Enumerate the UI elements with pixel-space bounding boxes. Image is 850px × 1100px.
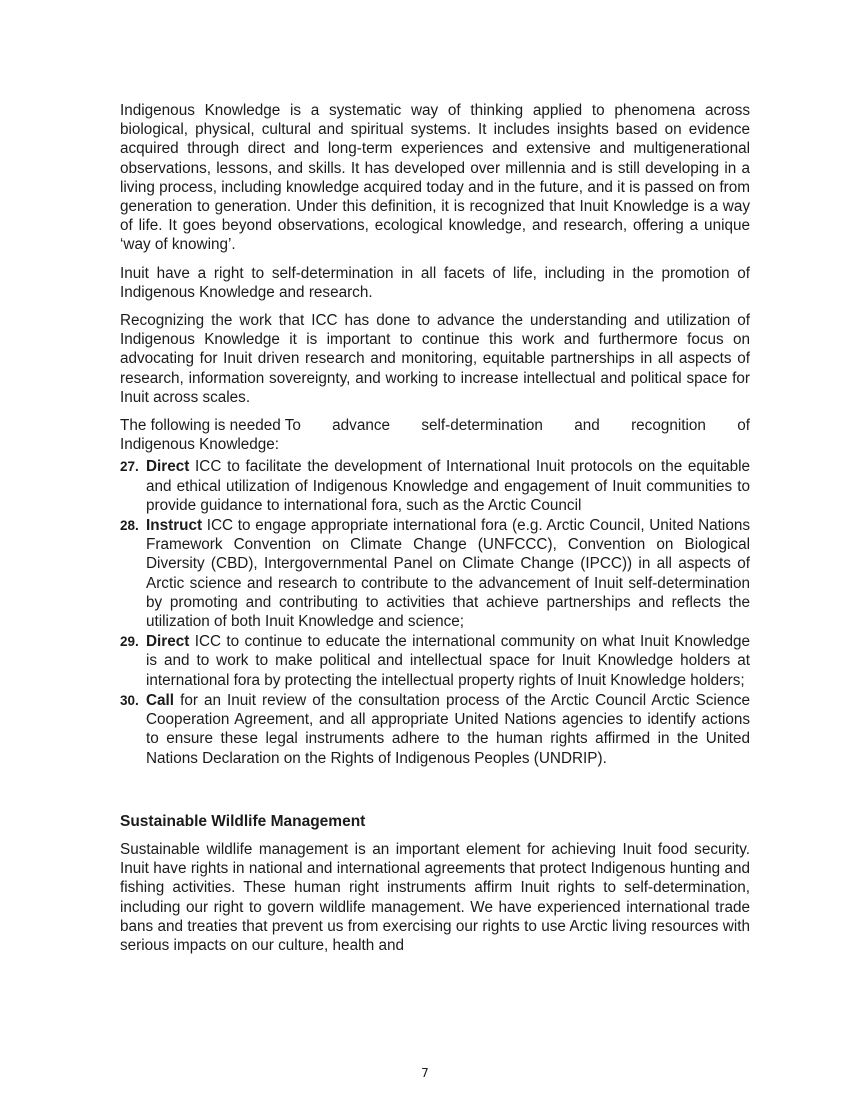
needed-word: of [737,417,750,435]
needed-word: and [574,417,600,435]
document-page [120,101,750,964]
needed-word: The following is needed To [120,417,301,435]
resolution-item [120,516,750,631]
resolutions-list [120,457,750,767]
needed-word: advance [332,417,391,435]
resolution-number: 28. [120,518,139,534]
paragraph-indigenous-knowledge-definition: Indigenous Knowledge is a systematic way of thinking applied to phenomena across biological, physical, cultural and spiritual systems. It includes insights based on evidence acquired through direct and long-term experiences and extensive and multigenerational observations, lessons, and skills. It has developed over millennia and is still developing in a living process, including knowledge acquired today and in the future, and it is passed on from generation to generation. Under this definition, it is recognized that Inuit Knowledge is a way of life. It goes beyond observations, ecological knowledge, and research, offering a unique ‘way of knowing’. [120,102,750,254]
resolution-text: ICC to engage appropriate international fora (e.g. Arctic Council, United Nations Framework Convention on Climate Change (UNFCCC), Convention on Biological Diversity (CBD), Intergovernmental Panel on Climate Change (IPCC)) in all aspects of Arctic science and research to contribute to the advancement of Inuit self-determination by promoting and contributing to activities that achieve partnerships and reflects the utilization of both Inuit Knowledge and science; [146,517,750,631]
section-heading: Sustainable Wildlife Management [120,812,366,830]
section-paragraph: Sustainable wildlife management is an important element for achieving Inuit food security. Inuit have rights in national and international agreements that protect Indigenous hunting and fishing activities. These human right instruments affirm Inuit rights to self-determination, including our right to govern wildlife management. We have experienced international trade bans and treaties that prevent us from exercising our rights to use Arctic living resources with serious impacts on our culture, health and [120,840,750,954]
resolution-number: 30. [120,692,139,708]
resolution-text: for an Inuit review of the consultation process of the Arctic Council Arctic Science Cooperation Agreement, and all appropriate United Nations agencies to identify actions to ensure these legal instruments adhere to the human rights affirmed in the United Nations Declaration on the Rights of Indigenous Peoples (UNDRIP). [146,691,750,767]
resolution-number: 27. [120,459,139,475]
resolution-item [120,691,750,768]
resolution-text: ICC to facilitate the development of International Inuit protocols on the equitable and ethical utilization of Indigenous Knowledge and engagement of Inuit communities to provide guidance to international fora, such as the Arctic Council [146,458,750,514]
resolution-number: 29. [120,634,139,650]
paragraph-icc-work: Recognizing the work that ICC has done to advance the understanding and utilization of Indigenous Knowledge it is important to continue this work and furthermore focus on advocating for Inuit driven research and monitoring, equitable partnerships in all aspects of research, information sovereignty, and working to increase intellectual and political space for Inuit across scales. [120,312,750,406]
resolution-item [120,632,750,690]
resolution-text: ICC to continue to educate the international community on what Inuit Knowledge is and to work to make political and intellectual space for Inuit Knowledge holders at international fora by protecting the intellectual property rights of Inuit Knowledge holders; [146,633,750,689]
paragraph-self-determination: Inuit have a right to self-determination in all facets of life, including in the promotion of Indigenous Knowledge and research. [120,264,750,301]
resolution-verb: Instruct [146,517,203,535]
resolution-item [120,457,750,515]
resolution-verb: Direct [146,458,190,476]
needed-intro [120,416,750,454]
needed-word: self-determination [421,417,543,435]
needed-word: recognition [631,417,706,435]
resolution-verb: Direct [146,633,190,651]
needed-intro-line2: Indigenous Knowledge: [120,436,280,454]
page-number: 7 [421,1066,429,1080]
resolution-verb: Call [146,691,175,709]
